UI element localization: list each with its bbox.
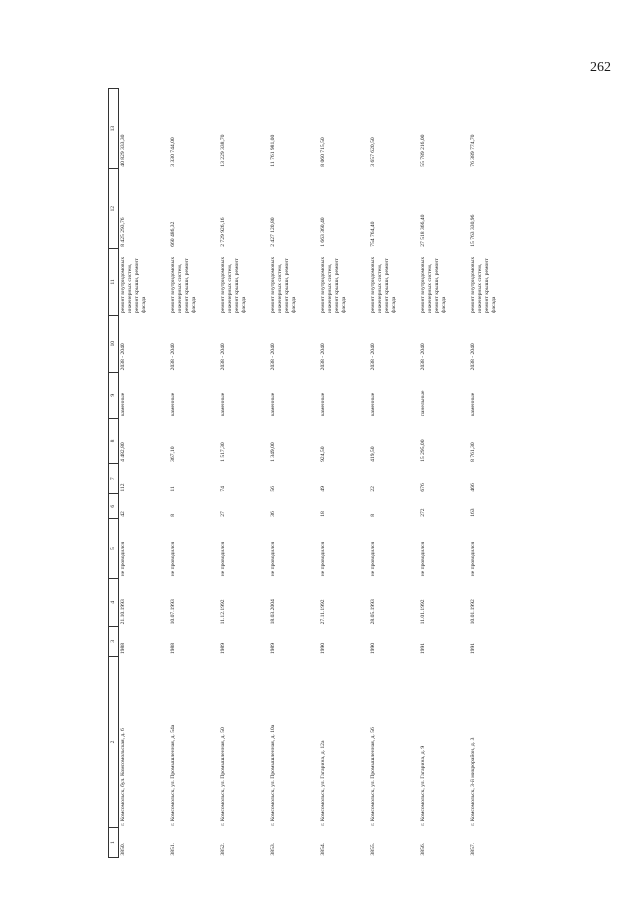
address-cell: г. Комсомольск, ул. Промышленная, д. 54а (170, 724, 176, 826)
wall-material-cell: каменные (320, 392, 326, 417)
col6-cell: 8 (170, 514, 176, 517)
cost-cell: 1 663 360,40 (320, 217, 326, 247)
column-header: 7 (109, 464, 119, 494)
cost-cell: 27 518 366,40 (420, 214, 426, 247)
col6-cell: 163 (470, 508, 476, 517)
privatization-date-cell: 18.03.2004 (270, 599, 276, 625)
table-body (119, 89, 520, 858)
row-number: 3853. (270, 842, 276, 856)
address-cell: г. Комсомольск, 3-й микрорайон, д. 3 (470, 737, 476, 826)
col7-cell: 466 (470, 483, 476, 492)
table-row (269, 89, 319, 858)
work-type-cell: ремонт внутридомовых инженерных систем, ремонт крыши, ремонт фасада (120, 256, 147, 314)
period-cell: 2038 - 2040 (470, 343, 476, 371)
col6-cell: 36 (270, 511, 276, 517)
privatization-date-cell: 11.12.1992 (220, 599, 226, 625)
area-cell: 367,10 (170, 446, 176, 462)
col6-cell: 18 (320, 511, 326, 517)
total-cost-cell: 76 389 774,70 (470, 134, 476, 167)
total-cost-cell: 3 330 744,00 (170, 137, 176, 167)
table-row (469, 89, 519, 858)
col6-cell: 27 (220, 511, 226, 517)
cost-cell: 2 427 120,80 (270, 217, 276, 247)
total-cost-cell: 13 229 338,70 (220, 134, 226, 167)
col7-cell: 676 (420, 483, 426, 492)
period-cell: 2038 - 2040 (420, 343, 426, 371)
address-cell: г. Комсомольск, ул. Гагарина, д. 12а (320, 740, 326, 826)
total-cost-cell: 3 657 620,50 (370, 137, 376, 167)
work-type-cell: ремонт внутридомовых инженерных систем, ремонт крыши, ремонт фасада (320, 256, 347, 314)
cost-cell: 8 425 293,76 (120, 217, 126, 247)
area-cell: 1 517,30 (220, 442, 226, 462)
wall-material-cell: каменные (120, 392, 126, 417)
work-type-cell: ремонт внутридомовых инженерных систем, ремонт крыши, ремонт фасада (170, 256, 197, 314)
column-header: 10 (109, 315, 119, 372)
repair-status-cell: не проводился (270, 541, 276, 577)
year-built-cell: 1990 (370, 642, 376, 655)
year-built-cell: 1991 (470, 642, 476, 655)
column-header: 8 (109, 418, 119, 464)
column-header: 11 (109, 249, 119, 315)
col6-cell: 8 (370, 514, 376, 517)
wall-material-cell: каменные (220, 392, 226, 417)
column-header: 4 (109, 578, 119, 626)
rotated-table-container (108, 88, 556, 858)
column-header: 3 (109, 626, 119, 656)
col7-cell: 11 (170, 486, 176, 492)
column-header: 6 (109, 494, 119, 519)
cost-cell: 2 729 926,16 (220, 217, 226, 247)
col7-cell: 74 (220, 486, 226, 492)
work-type-cell: ремонт внутридомовых инженерных систем, ремонт крыши, ремонт фасада (420, 256, 447, 314)
work-type-cell: ремонт внутридомовых инженерных систем, ремонт крыши, ремонт фасада (220, 256, 247, 314)
housing-repair-table (108, 88, 519, 858)
column-header: 12 (109, 169, 119, 249)
total-cost-cell: 40 829 333,30 (120, 134, 126, 167)
wall-material-cell: панельные (420, 390, 426, 417)
table-header (109, 89, 119, 858)
year-built-cell: 1989 (220, 642, 226, 655)
year-built-cell: 1988 (170, 642, 176, 655)
address-cell: г. Комсомольск, ул. Промышленная, д. 56 (370, 727, 376, 826)
privatization-date-cell: 11.01.1992 (420, 599, 426, 625)
area-cell: 15 295,00 (420, 439, 426, 462)
col7-cell: 112 (120, 483, 126, 492)
privatization-date-cell: 10.07.1993 (170, 599, 176, 625)
column-header: 5 (109, 519, 119, 579)
privatization-date-cell: 21.10.1993 (120, 599, 126, 625)
repair-status-cell: не проводился (470, 541, 476, 577)
period-cell: 2038 - 2040 (120, 343, 126, 371)
privatization-date-cell: 28.05.1993 (370, 599, 376, 625)
period-cell: 2038 - 2040 (270, 343, 276, 371)
year-built-cell: 1991 (420, 642, 426, 655)
row-number: 3852. (220, 842, 226, 856)
area-cell: 4 482,80 (120, 442, 126, 462)
repair-status-cell: не проводился (170, 541, 176, 577)
row-number: 3851. (170, 842, 176, 856)
year-built-cell: 1988 (120, 642, 126, 655)
column-header: 13 (109, 89, 119, 169)
privatization-date-cell: 27.11.1992 (320, 599, 326, 625)
row-number: 3856. (420, 842, 426, 856)
row-number: 3855. (370, 842, 376, 856)
cost-cell: 660 486,32 (170, 221, 176, 247)
col6-cell: 272 (420, 508, 426, 517)
table-row (219, 89, 269, 858)
year-built-cell: 1990 (320, 642, 326, 655)
row-number: 3850. (120, 842, 126, 856)
total-cost-cell: 55 789 216,00 (420, 134, 426, 167)
col7-cell: 22 (370, 486, 376, 492)
repair-status-cell: не проводился (320, 541, 326, 577)
repair-status-cell: не проводился (370, 541, 376, 577)
repair-status-cell: не проводился (420, 541, 426, 577)
column-header: 1 (109, 828, 119, 858)
table-row (419, 89, 469, 858)
period-cell: 2038 - 2040 (170, 343, 176, 371)
wall-material-cell: каменные (470, 392, 476, 417)
table-row (169, 89, 219, 858)
column-header: 2 (109, 656, 119, 828)
address-cell: г. Комсомольск, бул. Комсомольская, д. 6 (120, 728, 126, 826)
work-type-cell: ремонт внутридомовых инженерных систем, ремонт крыши, ремонт фасада (470, 256, 497, 314)
row-number: 3854. (320, 842, 326, 856)
total-cost-cell: 8 060 715,50 (320, 137, 326, 167)
wall-material-cell: каменные (170, 392, 176, 417)
cost-cell: 15 763 330,96 (470, 214, 476, 247)
address-cell: г. Комсомольск, ул. Промышленная, д. 50 (220, 727, 226, 826)
col7-cell: 49 (320, 486, 326, 492)
col7-cell: 56 (270, 486, 276, 492)
table-row (369, 89, 419, 858)
table-row (119, 89, 170, 858)
area-cell: 924,50 (320, 446, 326, 462)
repair-status-cell: не проводился (220, 541, 226, 577)
privatization-date-cell: 10.01.1992 (470, 599, 476, 625)
column-header: 9 (109, 372, 119, 418)
period-cell: 2038 - 2040 (370, 343, 376, 371)
period-cell: 2038 - 2040 (320, 343, 326, 371)
row-number: 3857. (470, 842, 476, 856)
wall-material-cell: каменные (370, 392, 376, 417)
period-cell: 2038 - 2040 (220, 343, 226, 371)
repair-status-cell: не проводился (120, 541, 126, 577)
address-cell: г. Комсомольск, ул. Промышленная, д. 10а (270, 724, 276, 826)
table-row (319, 89, 369, 858)
area-cell: 419,50 (370, 446, 376, 462)
area-cell: 1 349,00 (270, 442, 276, 462)
page-number: 262 (590, 60, 611, 75)
area-cell: 8 761,30 (470, 442, 476, 462)
wall-material-cell: каменные (270, 392, 276, 417)
total-cost-cell: 11 761 981,00 (270, 134, 276, 167)
address-cell: г. Комсомольск, ул. Гагарина, д. 9 (420, 745, 426, 826)
work-type-cell: ремонт внутридомовых инженерных систем, ремонт крыши, ремонт фасада (270, 256, 297, 314)
year-built-cell: 1989 (270, 642, 276, 655)
work-type-cell: ремонт внутридомовых инженерных систем, ремонт крыши, ремонт фасада (370, 256, 397, 314)
cost-cell: 754 764,40 (370, 221, 376, 247)
col6-cell: 42 (120, 511, 126, 517)
